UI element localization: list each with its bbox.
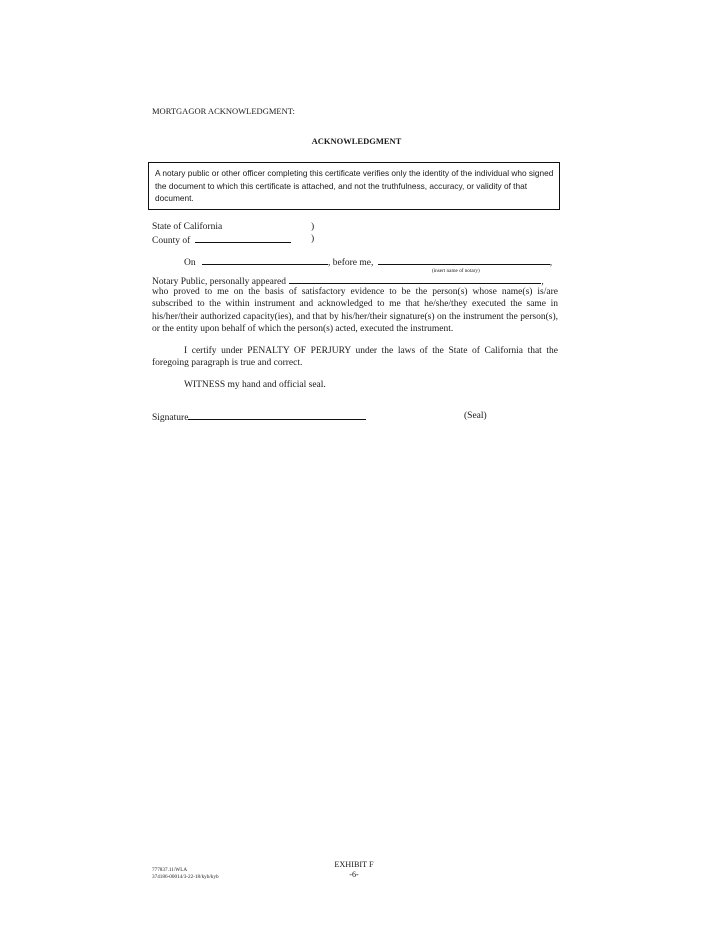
notary-name-blank-field[interactable] (378, 255, 550, 265)
page-number: -6- (349, 869, 359, 879)
on-label: On (184, 258, 196, 268)
appeared-comma: , (541, 277, 544, 287)
appeared-blank-field[interactable] (289, 274, 541, 284)
footer-doc-id (152, 867, 219, 880)
county-label: County of (152, 236, 191, 246)
footer-doc-id-line1: 777837.11/WLA (152, 867, 188, 873)
footer-exhibit (316, 860, 392, 879)
footer-doc-id-line2: 374186-00014/3-22-18/kyb/kyb (152, 873, 219, 880)
signature-row (152, 410, 366, 424)
county-row (152, 233, 291, 247)
county-blank-field[interactable] (195, 233, 291, 243)
date-blank-field[interactable] (202, 255, 328, 265)
county-paren: ) (311, 234, 315, 244)
notice-box (148, 162, 560, 210)
certify-paragraph: I certify under PENALTY OF PERJURY under the laws of the State of California that the foregoing paragraph is true and correct. (152, 346, 558, 369)
signature-label: Signature (152, 413, 189, 423)
acknowledgment-paragraph: who proved to me on the basis of satisfactory evidence to be the person(s) whose name(s) is/are subscribed to the within instrument and acknowledged to me that he/she/they executed the same in his/her/their authorized capacity(ies), and that by his/her/their signature(s) on the instrument the person(s), or the entity upon behalf of which the person(s) acted, executed the instrument. (152, 287, 558, 335)
page-title: ACKNOWLEDGMENT (311, 136, 402, 146)
exhibit-label: EXHIBIT F (334, 860, 374, 869)
witness-line: WITNESS my hand and official seal. (184, 380, 326, 390)
trailing-comma: , (549, 258, 553, 268)
appeared-label: Notary Public, personally appeared (152, 277, 287, 287)
on-row (184, 255, 552, 269)
notary-name-caption: (insert name of notary) (432, 268, 480, 274)
state-label: State of California (152, 222, 223, 232)
signature-blank-field[interactable] (188, 410, 366, 420)
state-paren: ) (311, 222, 315, 232)
section-header: MORTGAGOR ACKNOWLEDGMENT: (152, 106, 295, 116)
before-me-label: , before me, (328, 258, 374, 268)
seal-label: (Seal) (464, 411, 487, 421)
notice-text: A notary public or other officer completing this certificate verifies only the identity of the individual who signed the document to which this certificate is attached, and not the truthfulness, accuracy, or validity of that document. (155, 168, 554, 204)
